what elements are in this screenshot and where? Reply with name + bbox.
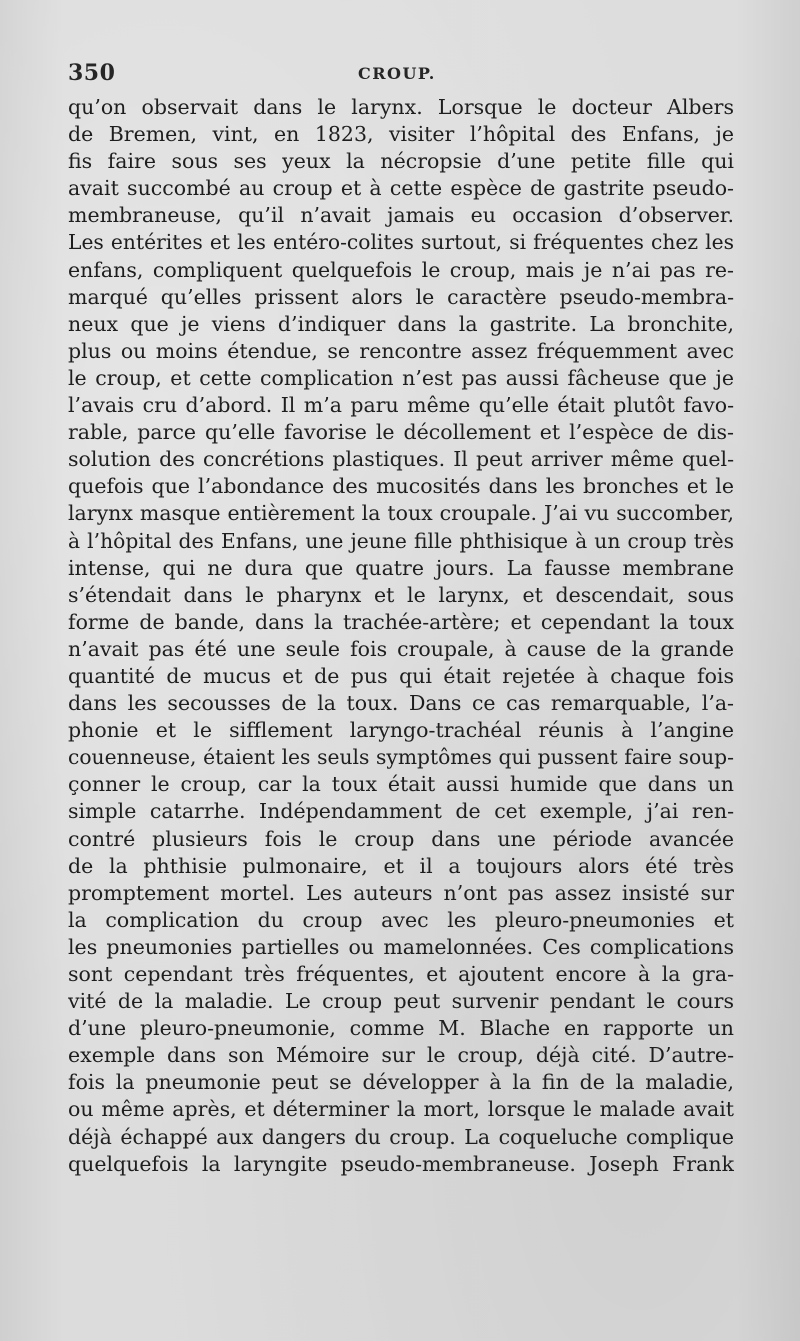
- text-line: phonie et le sifflement laryngo-trachéal réunis à l’angine: [68, 718, 734, 743]
- text-line: forme de bande, dans la trachée-artère; et cependant la toux: [68, 609, 734, 634]
- text-line: sont cependant très fréquentes, et ajoutent encore à la gra-: [68, 962, 734, 986]
- text-line: rable, parce qu’elle favorise le décollement et l’espèce de dis-: [68, 420, 734, 445]
- text-line: qu’on observait dans le larynx. Lorsque le docteur Albers: [68, 95, 734, 119]
- text-line: l’avais cru d’abord. Il m’a paru même qu’elle était plutôt favo-: [68, 393, 734, 418]
- text-line: fois la pneumonie peut se développer à la fin de la maladie,: [68, 1070, 734, 1095]
- text-line: quefois que l’abondance des mucosités dans les bronches et le: [68, 474, 734, 499]
- text-line: quelquefois la laryngite pseudo-membraneuse. Joseph Frank: [68, 1151, 734, 1176]
- text-line: avait succombé au croup et à cette espèce de gastrite pseudo-: [68, 176, 734, 201]
- text-line: intense, qui ne dura que quatre jours. La fausse membrane: [68, 555, 734, 580]
- running-title: CROUP.: [358, 64, 436, 83]
- text-line: exemple dans son Mémoire sur le croup, déjà cité. D’autre-: [68, 1043, 734, 1068]
- text-line: dans les secousses de la toux. Dans ce cas remarquable, l’a-: [68, 691, 734, 716]
- page-header: [68, 60, 734, 92]
- text-line: couenneuse, étaient les seuls symptômes qui pussent faire soup-: [68, 745, 734, 770]
- text-line: çonner le croup, car la toux était aussi humide que dans un: [68, 772, 734, 797]
- text-line: simple catarrhe. Indépendamment de cet exemple, j’ai ren-: [68, 799, 734, 824]
- text-line: promptement mortel. Les auteurs n’ont pas assez insisté sur: [68, 880, 734, 905]
- text-line: de Bremen, vint, en 1823, visiter l’hôpital des Enfans, je: [68, 122, 734, 147]
- text-line: solution des concrétions plastiques. Il peut arriver même quel-: [68, 447, 734, 472]
- page-number: 350: [68, 60, 116, 86]
- text-line: le croup, et cette complication n’est pas aussi fâcheuse que je: [68, 365, 734, 390]
- text-line: vité de la maladie. Le croup peut survenir pendant le cours: [68, 989, 734, 1014]
- text-line: la complication du croup avec les pleuro-pneumonies et: [68, 907, 734, 932]
- text-line: fis faire sous ses yeux la nécropsie d’une petite fille qui: [68, 149, 734, 174]
- text-line: contré plusieurs fois le croup dans une période avancée: [68, 826, 734, 851]
- text-line: enfans, compliquent quelquefois le croup, mais je n’ai pas re-: [68, 257, 734, 282]
- text-line: déjà échappé aux dangers du croup. La coqueluche complique: [68, 1124, 734, 1149]
- text-line: Les entérites et les entéro-colites surtout, si fréquentes chez les: [68, 230, 734, 255]
- text-line: les pneumonies partielles ou mamelonnées. Ces complications: [68, 934, 734, 959]
- text-line: quantité de mucus et de pus qui était rejetée à chaque fois: [68, 663, 734, 688]
- text-line: ou même après, et déterminer la mort, lorsque le malade avait: [68, 1097, 734, 1122]
- text-line: marqué qu’elles prissent alors le caractère pseudo-membra-: [68, 284, 734, 309]
- text-line: neux que je viens d’indiquer dans la gastrite. La bronchite,: [68, 311, 734, 336]
- text-line: d’une pleuro-pneumonie, comme M. Blache en rapporte un: [68, 1016, 734, 1041]
- text-line: larynx masque entièrement la toux croupale. J’ai vu succomber,: [68, 501, 734, 526]
- text-line: s’étendait dans le pharynx et le larynx, et descendait, sous: [68, 582, 734, 607]
- text-line: plus ou moins étendue, se rencontre assez fréquemment avec: [68, 338, 734, 363]
- text-line: de la phthisie pulmonaire, et il a toujours alors été très: [68, 853, 734, 878]
- text-line: membraneuse, qu’il n’avait jamais eu occasion d’observer.: [68, 203, 734, 228]
- body-text: [68, 94, 734, 1178]
- text-line: n’avait pas été une seule fois croupale, à cause de la grande: [68, 636, 734, 661]
- text-line: à l’hôpital des Enfans, une jeune fille phthisique à un croup très: [68, 528, 734, 553]
